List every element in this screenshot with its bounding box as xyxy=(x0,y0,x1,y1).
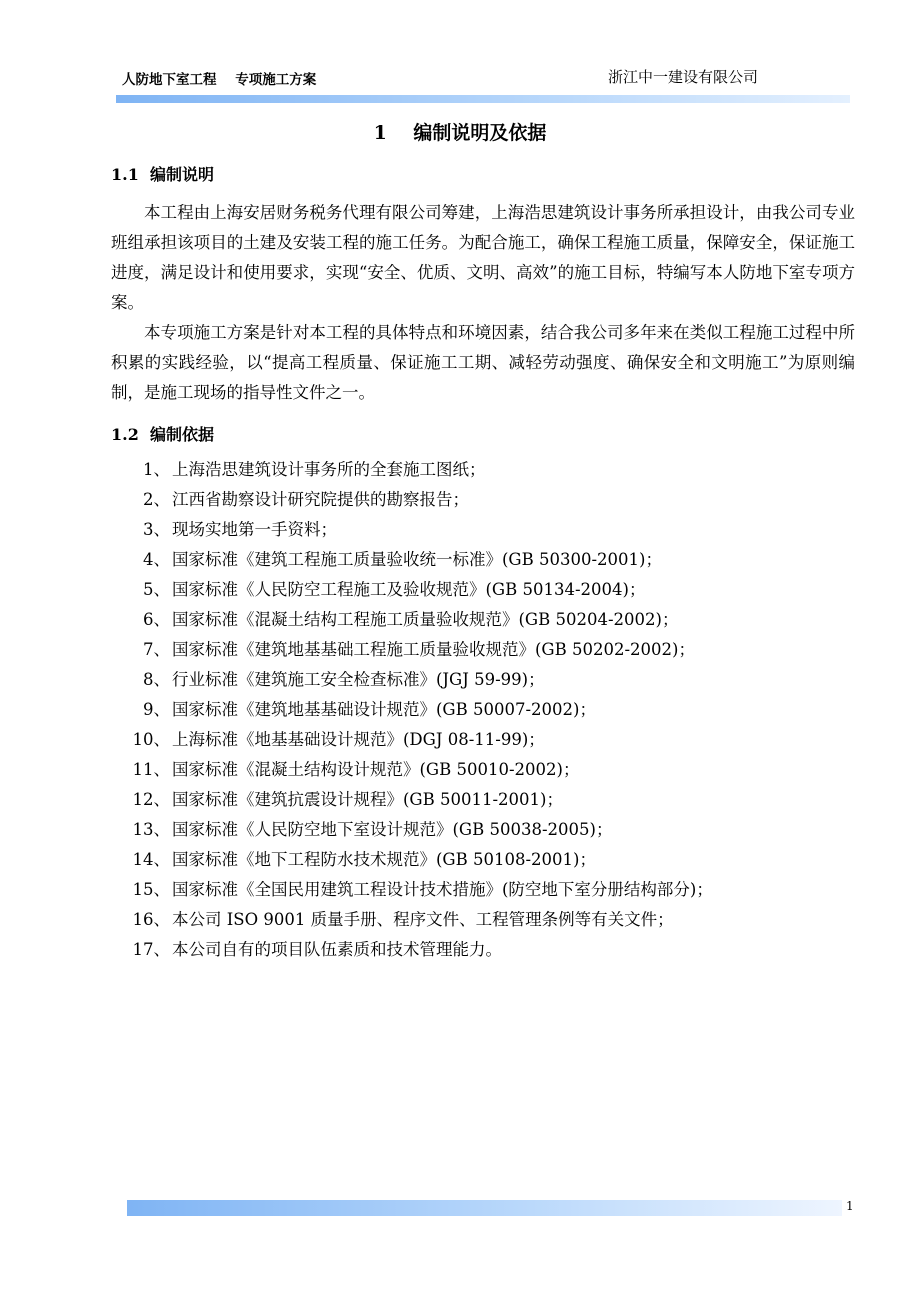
header-document-title: 人防地下室工程 专项施工方案 xyxy=(122,72,317,88)
list-item-number: 8、 xyxy=(143,670,170,689)
list-item xyxy=(0,935,920,965)
list-item-number: 10、 xyxy=(132,730,170,749)
header-company-name: 浙江中一建设有限公司 xyxy=(607,68,758,86)
paragraph-2: 本专项施工方案是针对本工程的具体特点和环境因素，结合我公司多年来在类似工程施工过程中所积累的实践经验，以“提高工程质量、保证施工工期、减轻劳动强度、确保安全和文明施工”为原则编制，是施工现场的指导性文件之一。 xyxy=(111,323,855,402)
list-item-text: 国家标准《人民防空工程施工及验收规范》(GB 50134-2004)； xyxy=(172,580,646,599)
list-item xyxy=(0,695,920,725)
list-item xyxy=(0,545,920,575)
list-item xyxy=(0,455,920,485)
basis-list xyxy=(0,455,920,965)
list-item xyxy=(0,905,920,935)
list-item-text: 江西省勘察设计研究院提供的勘察报告； xyxy=(172,490,469,509)
list-item-number: 4、 xyxy=(143,550,170,569)
list-item-number: 7、 xyxy=(143,640,170,659)
list-item xyxy=(0,845,920,875)
footer-bar xyxy=(127,1200,842,1216)
list-item xyxy=(0,605,920,635)
list-item-number: 13、 xyxy=(132,820,170,839)
list-item xyxy=(0,515,920,545)
list-item-text: 现场实地第一手资料； xyxy=(172,520,337,539)
list-item-number: 1、 xyxy=(143,460,170,479)
section-title-1-2: 1.2 编制依据 xyxy=(111,425,214,444)
list-item xyxy=(0,575,920,605)
list-item-text: 国家标准《建筑地基基础设计规范》(GB 50007-2002)； xyxy=(172,700,596,719)
section-title-1-1: 1.1 编制说明 xyxy=(111,165,214,184)
list-item xyxy=(0,875,920,905)
list-item xyxy=(0,785,920,815)
header-divider-bar xyxy=(116,95,850,103)
list-item-number: 17、 xyxy=(132,940,170,959)
paragraph-1: 本工程由上海安居财务税务代理有限公司筹建，上海浩思建筑设计事务所承担设计，由我公司专业班组承担该项目的土建及安装工程的施工任务。为配合施工，确保工程施工质量，保障安全，保证施工进度，满足设计和使用要求，实现“安全、优质、文明、高效”的施工目标，特编写本人防地下室专项方案。 xyxy=(111,203,855,312)
list-item-text: 国家标准《混凝土结构设计规范》(GB 50010-2002)； xyxy=(172,760,580,779)
list-item xyxy=(0,635,920,665)
list-item-text: 国家标准《混凝土结构工程施工质量验收规范》(GB 50204-2002)； xyxy=(172,610,679,629)
list-item xyxy=(0,755,920,785)
list-item xyxy=(0,665,920,695)
list-item-number: 9、 xyxy=(143,700,170,719)
list-item-number: 16、 xyxy=(132,910,170,929)
list-item-text: 国家标准《建筑抗震设计规程》(GB 50011-2001)； xyxy=(172,790,563,809)
list-item-text: 上海浩思建筑设计事务所的全套施工图纸； xyxy=(172,460,486,479)
list-item xyxy=(0,725,920,755)
list-item-number: 15、 xyxy=(132,880,170,899)
list-item-text: 国家标准《全国民用建筑工程设计技术措施》(防空地下室分册结构部分)； xyxy=(172,880,713,899)
list-item-text: 上海标准《地基基础设计规范》(DGJ 08-11-99)； xyxy=(172,730,545,749)
list-item-text: 国家标准《地下工程防水技术规范》(GB 50108-2001)； xyxy=(172,850,596,869)
list-item-number: 14、 xyxy=(132,850,170,869)
page-header xyxy=(116,66,850,88)
list-item xyxy=(0,485,920,515)
list-item-text: 国家标准《人民防空地下室设计规范》(GB 50038-2005)； xyxy=(172,820,613,839)
list-item-number: 2、 xyxy=(143,490,170,509)
list-item-number: 6、 xyxy=(143,610,170,629)
list-item-number: 11、 xyxy=(132,760,170,779)
list-item-text: 国家标准《建筑地基基础工程施工质量验收规范》(GB 50202-2002)； xyxy=(172,640,695,659)
list-item-text: 行业标准《建筑施工安全检查标准》(JGJ 59-99)； xyxy=(172,670,545,689)
list-item-number: 12、 xyxy=(132,790,170,809)
chapter-title: 1 编制说明及依据 xyxy=(373,122,547,144)
list-item-number: 3、 xyxy=(143,520,170,539)
list-item-text: 本公司 ISO 9001 质量手册、程序文件、工程管理条例等有关文件； xyxy=(172,910,674,929)
list-item-number: 5、 xyxy=(143,580,170,599)
list-item-text: 国家标准《建筑工程施工质量验收统一标准》(GB 50300-2001)； xyxy=(172,550,662,569)
list-item-text: 本公司自有的项目队伍素质和技术管理能力。 xyxy=(172,940,502,959)
list-item xyxy=(0,815,920,845)
page-number: 1 xyxy=(846,1199,854,1213)
